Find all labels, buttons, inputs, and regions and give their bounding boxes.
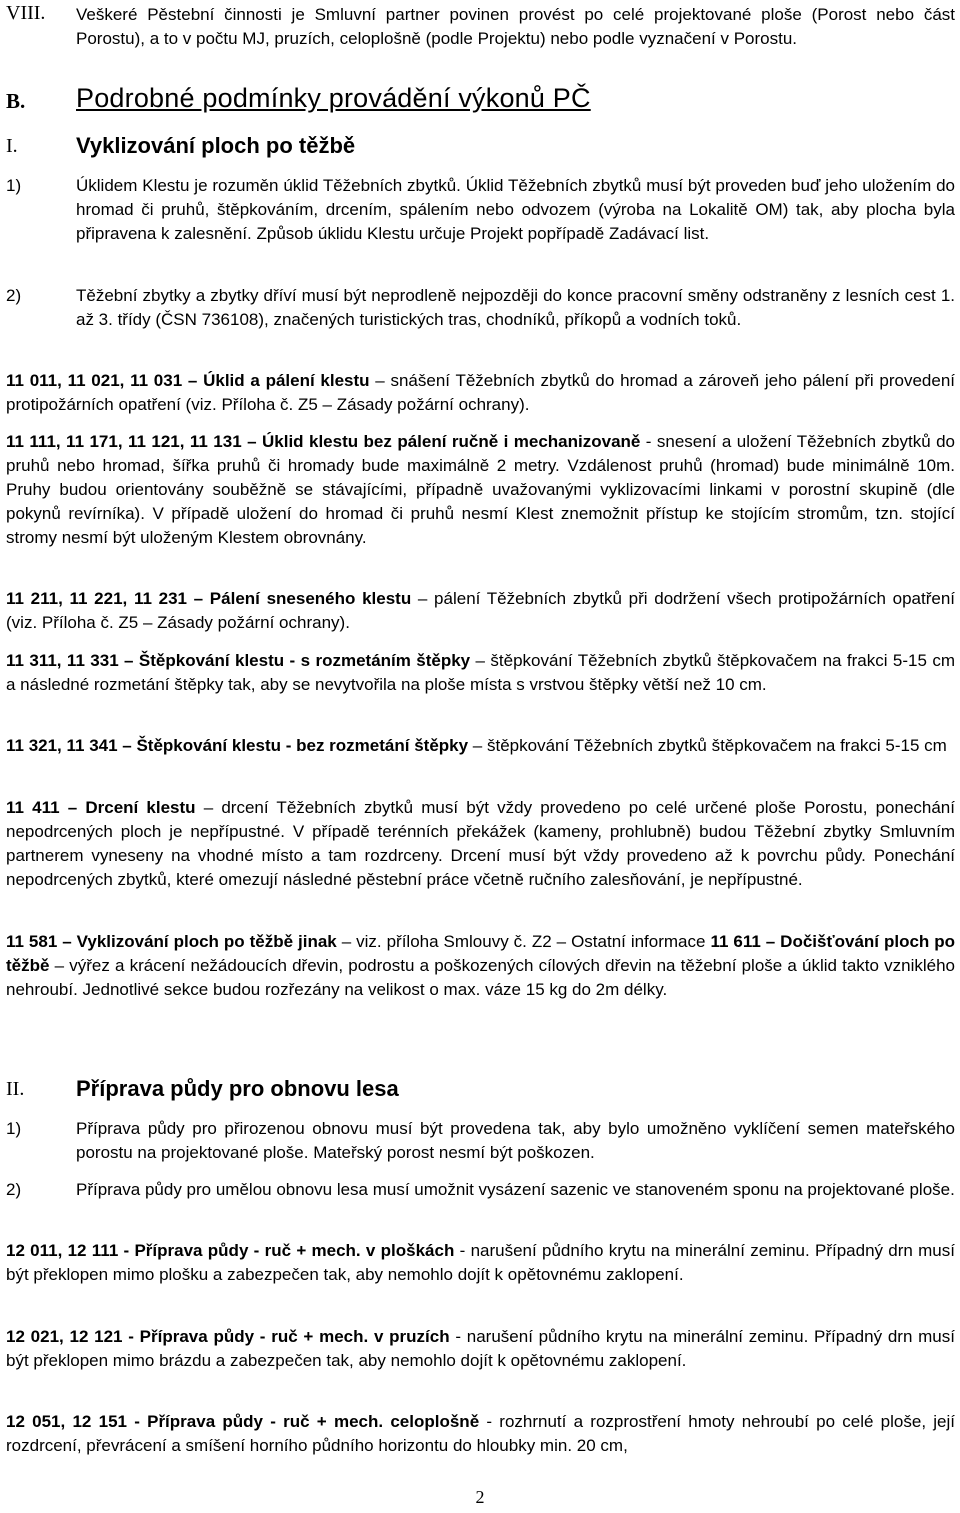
work-item-text: – viz. příloha Smlouvy č. Z2 – Ostatní informace bbox=[336, 932, 711, 951]
work-item-paragraph bbox=[6, 369, 955, 417]
list-item: Úklidem Klestu je rozuměn úklid Těžebních zbytků. Úklid Těžebních zbytků musí být proveden buď jeho uložením do hromad či pruhů, štěpkováním, drcením, spálením nebo odvozem (výroba na Lokalitě OM) tak, aby plocha byla připravena k zalesnění. Způsob úklidu Klestu určuje Projekt popřípadě Zadávací list. bbox=[76, 176, 955, 243]
work-item-text: – drcení Těžebních zbytků musí být vždy provedeno po celé určené ploše Porostu, ponechání nepodrcených ploch je nepřípustné. V případě terénních překážek (kameny, prohlubně) budou Těžební zbytky Smluvním partnerem vyneseny na vhodné místo a tam rozdrceny. Drcení musí být vždy provedeno až k povrchu půdy. Ponechání nepodrcených zbytků, které omezují následné pěstební práce včetně ručního zalesňování, je nepřípustné. bbox=[6, 798, 955, 889]
work-item-code: 11 321, 11 341 – Štěpkování klestu - bez rozmetání štěpky bbox=[6, 736, 469, 755]
work-item-code: 11 111, 11 171, 11 121, 11 131 – Úklid klestu bez pálení ručně i mechanizovaně bbox=[6, 432, 641, 451]
list-item: Příprava půdy pro přirozenou obnovu musí být provedena tak, aby bylo umožněno vyklíčení semen mateřského porostu na projektované ploše. Mateřský porost nesmí být poškozen. bbox=[76, 1119, 955, 1162]
work-item-paragraph bbox=[6, 587, 955, 635]
work-item-code: 12 021, 12 121 - Příprava půdy - ruč + mech. v pruzích bbox=[6, 1327, 450, 1346]
work-item-paragraph bbox=[6, 430, 955, 550]
list-number: 1) bbox=[6, 1119, 22, 1138]
work-item-paragraph bbox=[6, 930, 955, 1002]
work-item-code: 11 311, 11 331 – Štěpkování klestu - s rozmetáním štěpky bbox=[6, 651, 471, 670]
work-item-code: 11 211, 11 221, 11 231 – Pálení sneseného klestu bbox=[6, 589, 412, 608]
work-item-text: - narušení půdního krytu na minerální zeminu. Případný drn musí být překlopen mimo plošku a zabezpečen tak, aby nemohlo dojít k opětovnému zaklopení. bbox=[6, 1241, 955, 1284]
work-item-code: 11 581 – Vyklizování ploch po těžbě jinak bbox=[6, 932, 337, 951]
work-item-paragraph bbox=[6, 649, 955, 697]
list-item: Těžební zbytky a zbytky dříví musí být neprodleně nejpozději do konce pracovní směny odstraněny z lesních cest 1. až 3. třídy (ČSN 736108), značených turistických tras, chodníků, příkopů a vodních toků. bbox=[76, 286, 955, 329]
work-item-text: – snášení Těžebních zbytků do hromad a zároveň jeho pálení při provedení protipožárních opatření (viz. Příloha č. Z5 – Zásady požární ochrany). bbox=[6, 371, 955, 414]
heading-i: Vyklizování ploch po těžbě bbox=[76, 133, 356, 158]
work-item-paragraph bbox=[6, 734, 955, 758]
work-item-text: – výřez a krácení nežádoucích dřevin, podrostu a poškozených cílových dřevin na těžební ploše a úklid takto vzniklého nehroubí. Jednotlivé sekce budou rozřezány na velikost o max. váze 15 kg do 2m délky. bbox=[6, 956, 955, 999]
section-label-viii: VIII. bbox=[6, 2, 46, 24]
work-item-text: - rozhrnutí a rozprostření hmoty nehroubí po celé ploše, její rozdrcení, převrácení a smíšení horního půdního horizontu do hloubky min. 20 cm, bbox=[6, 1412, 956, 1455]
heading-ii: Příprava půdy pro obnovu lesa bbox=[76, 1076, 399, 1101]
work-item-code: 11 611 – Dočišťování ploch po těžbě bbox=[6, 932, 956, 975]
list-number: 2) bbox=[6, 286, 22, 305]
work-item-code: 12 051, 12 151 - Příprava půdy - ruč + mech. celoplošně bbox=[6, 1412, 480, 1431]
list-item: Příprava půdy pro umělou obnovu lesa musí umožnit vysázení sazenic ve stanoveném sponu na projektované ploše. bbox=[76, 1180, 955, 1199]
work-item-text: – štěpkování Těžebních zbytků štěpkovačem na frakci 5-15 cm a následné rozmetání štěpky tak, aby se nevytvořila na ploše místa s vrstvou štěpky větší než 10 cm. bbox=[6, 651, 955, 694]
paragraph-viii: Veškeré Pěstební činnosti je Smluvní partner povinen provést po celé projektované ploše (Porost nebo část Porostu), a to v počtu MJ, pruzích, celoplošně (podle Projektu) nebo podle vyznačení v Porostu. bbox=[76, 5, 955, 48]
section-label-i: I. bbox=[6, 135, 18, 157]
work-item-paragraph bbox=[6, 796, 955, 892]
work-item-text: - narušení půdního krytu na minerální zeminu. Případný drn musí být překlopen mimo brázdu a zabezpečen tak, aby nemohlo dojít k opětovnému zaklopení. bbox=[6, 1327, 955, 1370]
work-item-text: - snesení a uložení Těžebních zbytků do pruhů nebo hromad, šířka pruhů či hromady bude maximálně 2 metry. Vzdálenost pruhů (hromad) bude minimálně 10m. Pruhy budou orientovány souběžně se stávajícími, případně uvažovanými vyklizovacími linkami v porostní skupině (dle pokynů revírníka). V případě uložení do hromad či pruhů nesmí Klest znemožnit přístup ke stojícím stromům, tzn. stojící stromy nesmí být uloženým Klestem obrovnány. bbox=[6, 432, 955, 547]
section-label-ii: II. bbox=[6, 1078, 25, 1100]
work-item-paragraph bbox=[6, 1410, 955, 1458]
work-item-text: – pálení Těžebních zbytků při dodržení všech protipožárních opatření (viz. Příloha č. Z5 – Zásady požární ochrany). bbox=[6, 589, 955, 632]
heading-b: Podrobné podmínky provádění výkonů PČ bbox=[76, 83, 591, 113]
work-item-paragraph bbox=[6, 1325, 955, 1373]
page-number: 2 bbox=[475, 1487, 485, 1507]
work-item-code: 12 011, 12 111 - Příprava půdy - ruč + mech. v ploškách bbox=[6, 1241, 455, 1260]
list-number: 2) bbox=[6, 1180, 22, 1199]
work-item-code: 11 011, 11 021, 11 031 – Úklid a pálení klestu bbox=[6, 371, 370, 390]
work-item-code: 11 411 – Drcení klestu bbox=[6, 798, 196, 817]
section-label-b: B. bbox=[6, 89, 26, 113]
work-item-paragraph bbox=[6, 1239, 955, 1287]
work-item-text: – štěpkování Těžebních zbytků štěpkovačem na frakci 5-15 cm bbox=[468, 736, 947, 755]
list-number: 1) bbox=[6, 176, 22, 195]
